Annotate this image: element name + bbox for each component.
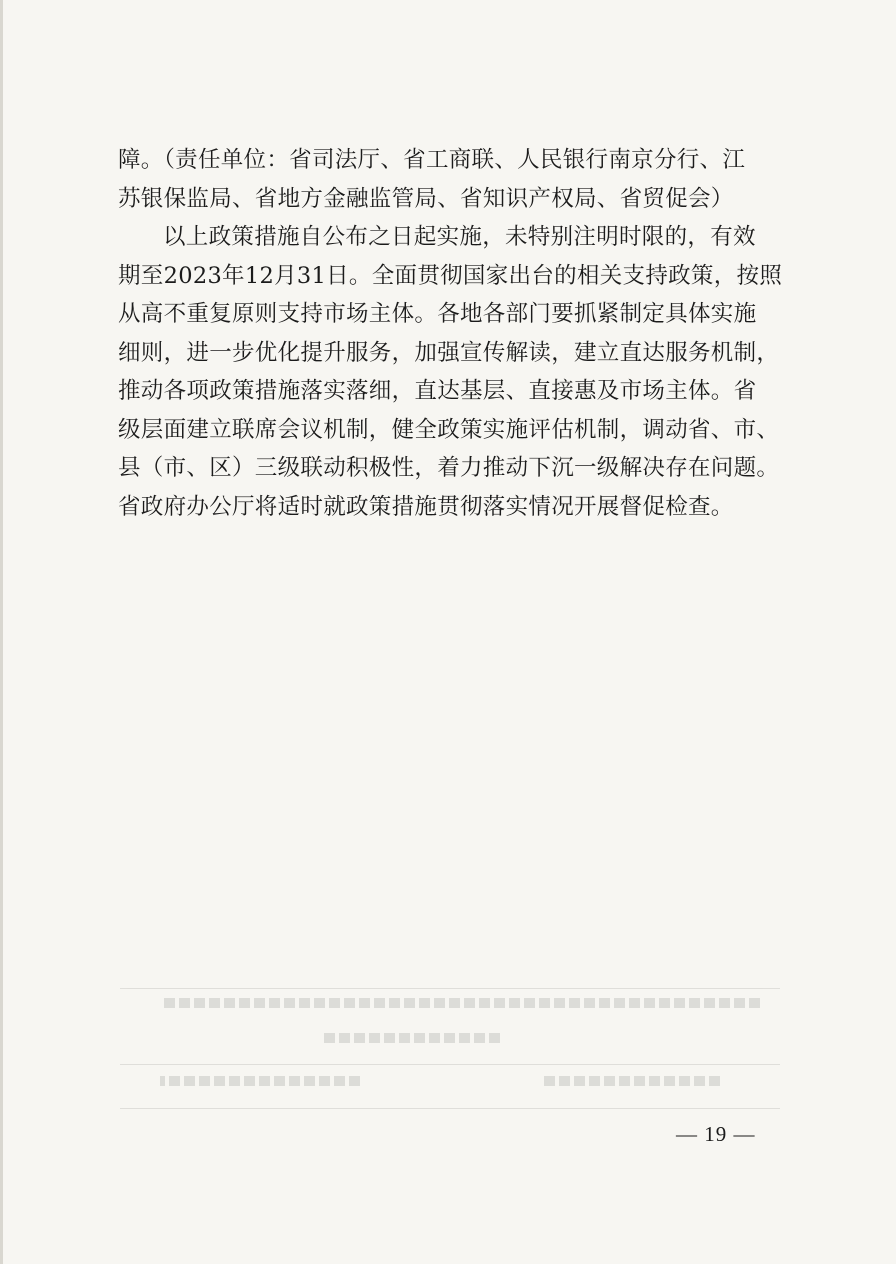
text-line: 县（市、区）三级联动积极性，着力推动下沉一级解决存在问题。 bbox=[118, 455, 780, 481]
ghost-text-row bbox=[540, 1076, 720, 1086]
ghost-text-row bbox=[160, 998, 760, 1008]
text-line: 推动各项政策措施落实落细，直达基层、直接惠及市场主体。省 bbox=[118, 378, 757, 404]
ghost-text-row bbox=[160, 1076, 360, 1086]
ghost-rule-bottom bbox=[120, 1108, 780, 1109]
text-line: 期至2023年12月31日。全面贯彻国家出台的相关支持政策，按照 bbox=[118, 262, 783, 289]
text-line: 障。（责任单位：省司法厅、省工商联、人民银行南京分行、江 bbox=[118, 147, 746, 173]
document-body bbox=[118, 141, 783, 526]
ghost-text-row bbox=[320, 1033, 500, 1043]
text-line: 细则，进一步优化提升服务，加强宣传解读，建立直达服务机制， bbox=[118, 339, 780, 366]
text-line: 从高不重复原则支持市场主体。各地各部门要抓紧制定具体实施 bbox=[118, 301, 757, 327]
bleed-through-distribution-note bbox=[120, 988, 780, 1110]
ghost-rule-middle bbox=[120, 1064, 780, 1065]
text-line: 级层面建立联席会议机制，健全政策实施评估机制，调动省、市、 bbox=[118, 416, 780, 443]
text-line: 苏银保监局、省地方金融监管局、省知识产权局、省贸促会） bbox=[118, 185, 734, 212]
page-number: — 19 — bbox=[676, 1122, 756, 1146]
ghost-rule-top bbox=[120, 988, 780, 989]
paragraph-first-line: 以上政策措施自公布之日起实施，未特别注明时限的，有效 bbox=[163, 224, 756, 250]
text-line: 省政府办公厅将适时就政策措施贯彻落实情况开展督促检查。 bbox=[118, 493, 734, 520]
